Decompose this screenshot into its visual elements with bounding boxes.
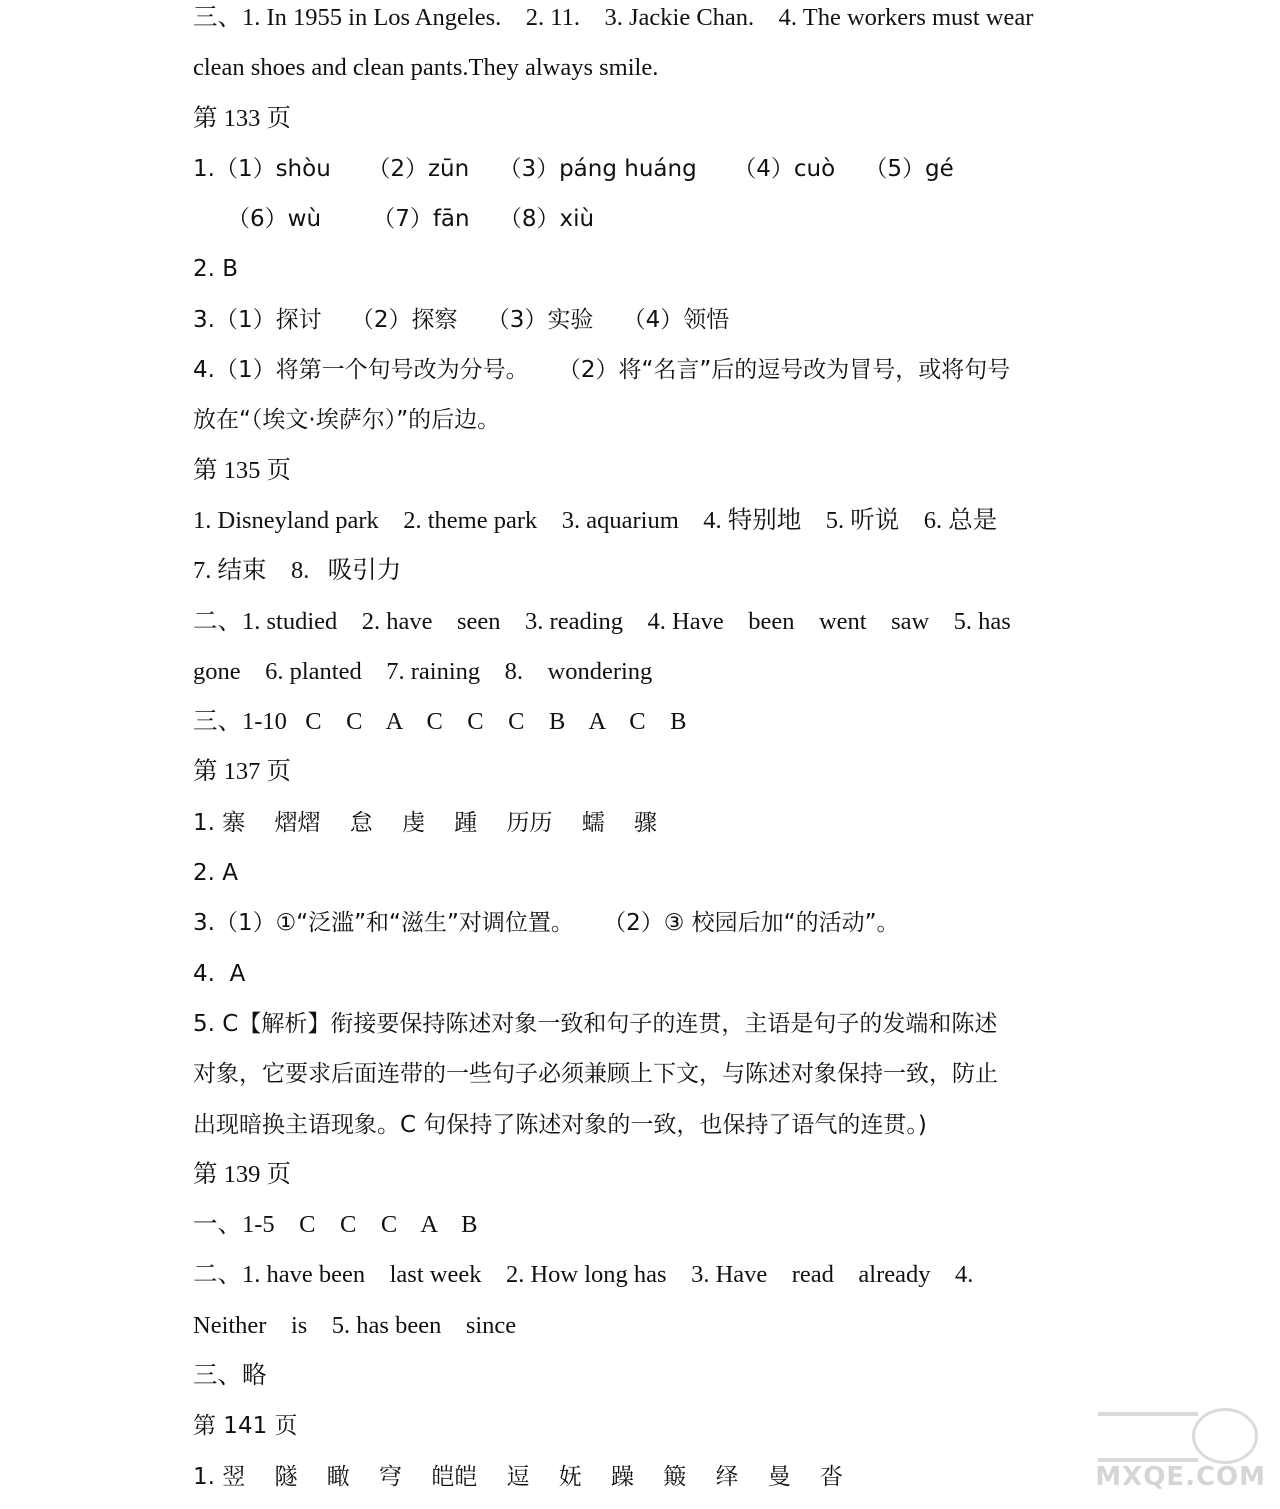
text-line: 1.（1）shòu （2）zūn （3）páng huáng （4）cuò （5）gé	[193, 155, 954, 182]
text-line: 第 139 页	[193, 1160, 291, 1188]
text-line: 3.（1）①“泛滥”和“滋生”对调位置。 （2）③ 校园后加“的活动”。	[193, 910, 900, 937]
text-line: 7. 结束 8. 吸引力	[193, 557, 402, 585]
answer-key-page	[193, 0, 1093, 1509]
text-line: clean shoes and clean pants.They always smile.	[193, 54, 659, 82]
text-line: 三、略	[193, 1362, 267, 1390]
text-line: 第 141 页	[193, 1413, 298, 1440]
site-watermark	[1090, 1408, 1270, 1494]
text-line: 二、1. studied 2. have seen 3. reading 4. Have been went saw 5. has	[193, 607, 1011, 635]
watermark-text: MXQE.COM	[1095, 1462, 1266, 1492]
text-line: 第 137 页	[193, 758, 291, 786]
text-line: gone 6. planted 7. raining 8. wondering	[193, 657, 653, 685]
watermark-seal-icon	[1192, 1408, 1258, 1464]
text-line: Neither is 5. has been since	[193, 1311, 517, 1339]
text-line: 出现暗换主语现象。C 句保持了陈述对象的一致，也保持了语气的连贯。)	[193, 1111, 927, 1138]
text-line: 4.（1）将第一个句号改为分号。 （2）将“名言”后的逗号改为冒号，或将句号	[193, 357, 1011, 384]
text-line: 2. A	[193, 860, 238, 887]
text-line: 2. B	[193, 256, 239, 283]
text-line: 对象，它要求后面连带的一些句子必须兼顾上下文，与陈述对象保持一致，防止	[193, 1061, 998, 1088]
text-line: 第 135 页	[193, 456, 291, 484]
text-line: 1. Disneyland park 2. theme park 3. aquarium 4. 特别地 5. 听说 6. 总是	[193, 506, 998, 534]
text-line: 3.（1）探讨 （2）探察 （3）实验 （4）领悟	[193, 306, 730, 333]
text-line: 4. A	[193, 960, 246, 987]
watermark-logo-glyph	[1098, 1412, 1198, 1462]
text-line: 三、1-10 C C A C C C B A C B	[193, 708, 687, 736]
text-line: 5. C【解析】衔接要保持陈述对象一致和句子的连贯，主语是句子的发端和陈述	[193, 1010, 998, 1037]
text-line: 三、1. In 1955 in Los Angeles. 2. 11. 3. Jackie Chan. 4. The workers must wear	[193, 4, 1034, 31]
text-line: 第 133 页	[193, 104, 291, 132]
text-line: 放在“（埃文·埃萨尔）”的后边。	[193, 407, 501, 434]
text-line: 一、1-5 C C C A B	[193, 1211, 478, 1239]
text-line: 1. 翌 隧 瞰 穹 皑皑 逗 妩 躁 簸 绎 曼 沓	[193, 1463, 843, 1490]
text-line: （6）wù （7）fān （8）xiù	[227, 206, 595, 233]
text-line: 二、1. have been last week 2. How long has 3. Have read already 4.	[193, 1261, 974, 1289]
text-line: 1. 寨 熠熠 怠 虔 踵 历历 蠕 骤	[193, 809, 657, 836]
